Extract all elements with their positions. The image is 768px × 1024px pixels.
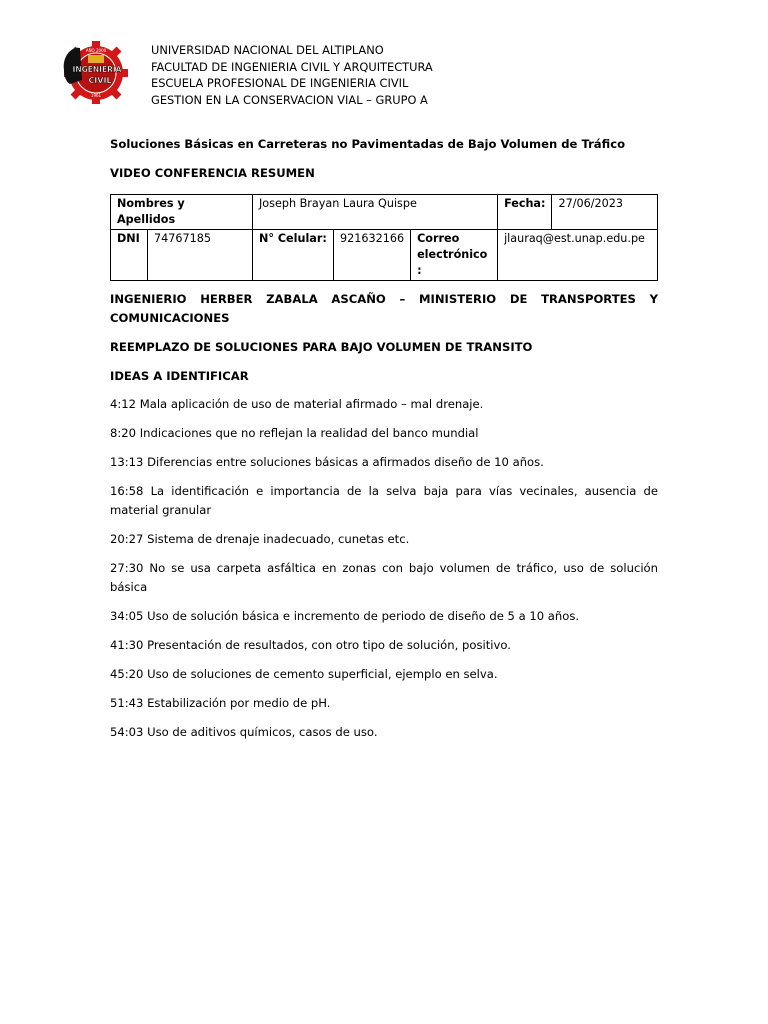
email-label-line: : [417,264,422,277]
building-icon [88,55,104,63]
logo-sub-text: CIVIL [88,76,112,85]
email-label-line: electrónico [417,248,488,261]
phone-label: N° Celular: [253,230,334,281]
logo-year: 1961 [90,93,102,98]
student-info-table [110,194,658,281]
list-item: 27:30 No se usa carpeta asfáltica en zonas con bajo volumen de tráfico, uso de solución básica [110,561,658,594]
list-item: 51:43 Estabilización por medio de pH. [110,696,331,710]
header-course: GESTION EN LA CONSERVACION VIAL – GRUPO A [151,92,428,107]
table-row [111,230,658,281]
speaker-line: INGENIERIO HERBER ZABALA ASCAÑO – MINISTERIO DE TRANSPORTES Y COMUNICACIONES [110,292,658,325]
header-school: ESCUELA PROFESIONAL DE INGENIERIA CIVIL [151,76,409,90]
header-university: UNIVERSIDAD NACIONAL DEL ALTIPLANO [151,43,384,57]
date-label: Fecha: [498,195,552,230]
ideas-heading: IDEAS A IDENTIFICAR [110,369,249,383]
topic-line: REEMPLAZO DE SOLUCIONES PARA BAJO VOLUMEN DE TRANSITO [110,340,533,354]
email-label [411,230,498,281]
document-header [151,42,433,108]
list-item: 34:05 Uso de solución básica e incremento de periodo de diseño de 5 a 10 años. [110,609,580,623]
list-item: 41:30 Presentación de resultados, con otro tipo de solución, positivo. [110,638,511,652]
list-item: 20:27 Sistema de drenaje inadecuado, cunetas etc. [110,532,410,546]
list-item: 54:03 Uso de aditivos químicos, casos de uso. [110,725,378,739]
list-item: 8:20 Indicaciones que no reflejan la realidad del banco mundial [110,426,479,440]
logo-top-text: AÑO 2000 [85,48,107,53]
names-value: Joseph Brayan Laura Quispe [253,195,498,230]
dni-label: DNI [111,230,148,281]
university-logo [58,40,130,104]
email-value: jlauraq@est.unap.edu.pe [498,230,658,281]
list-item: 13:13 Diferencias entre soluciones básicas a afirmados diseño de 10 años. [110,455,544,469]
list-item: 4:12 Mala aplicación de uso de material afirmado – mal drenaje. [110,397,484,411]
names-label: Nombres y Apellidos [111,195,253,230]
dni-value: 74767185 [148,230,253,281]
header-faculty: FACULTAD DE INGENIERIA CIVIL Y ARQUITECTURA [151,59,433,74]
document-subtitle: VIDEO CONFERENCIA RESUMEN [110,166,315,180]
logo-main-text: INGENIERIA [72,65,122,74]
date-value: 27/06/2023 [552,195,658,230]
phone-value: 921632166 [334,230,411,281]
list-item: 45:20 Uso de soluciones de cemento superficial, ejemplo en selva. [110,667,498,681]
table-row [111,195,658,230]
document-title: Soluciones Básicas en Carreteras no Pavimentadas de Bajo Volumen de Tráfico [110,137,626,151]
list-item: 16:58 La identificación e importancia de la selva baja para vías vecinales, ausencia de material granular [110,484,658,517]
email-label-line: Correo [417,232,460,245]
